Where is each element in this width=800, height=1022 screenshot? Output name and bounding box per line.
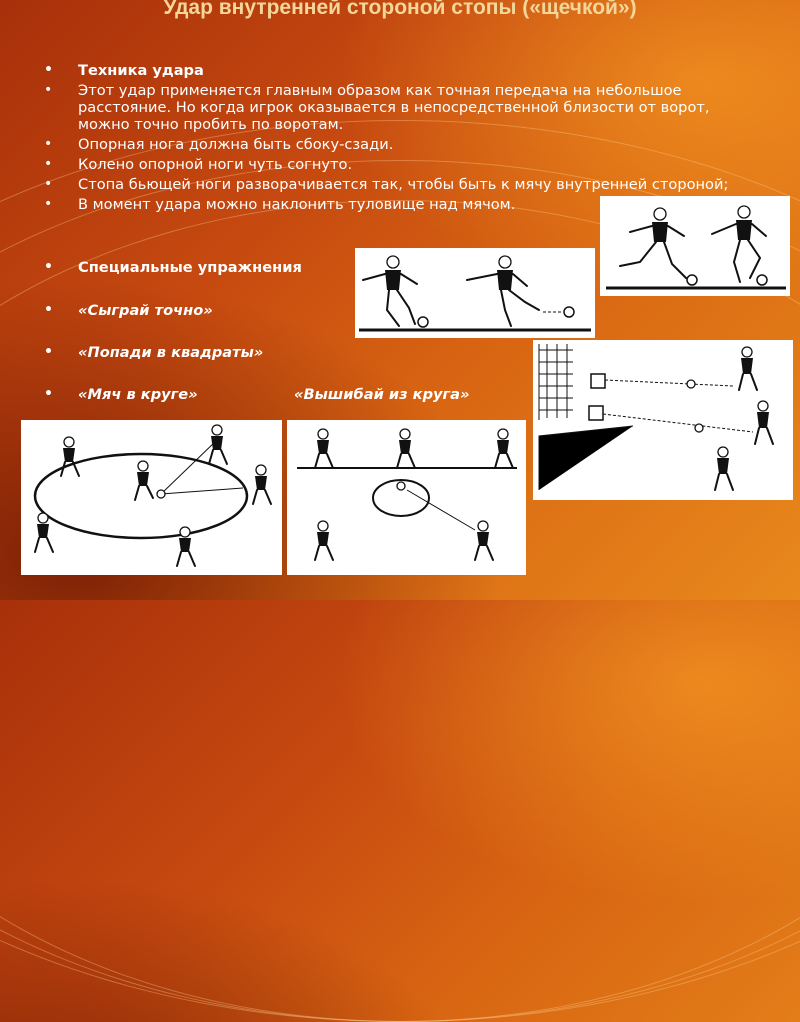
ball-in-circle-drill-illustration [21,420,282,575]
bullet-item [40,82,730,133]
bullet-text: В момент удара можно наклонить туловище над мячом. [78,196,516,213]
exercise-label: «Попади в квадраты» [78,344,264,361]
bullet-text: Колено опорной ноги чуть согнуто. [78,156,353,173]
bullet-dot: • [44,196,53,212]
bullet-text: Стопа бьющей ноги разворачивается так, чтобы быть к мячу внутренней стороной; [78,176,729,193]
bullet-item [40,176,730,193]
exercise-label: «Сыграй точно» [78,302,213,319]
slide-title: Удар внутренней стороной стопы («щечкой») [163,0,637,19]
bullet-text: Техника удара [78,62,204,79]
bullet-dot: • [44,156,53,172]
kick-sequence-illustration-middle [355,248,595,338]
bullet-item [40,136,730,153]
bullet-list [40,62,730,216]
bullet-item [40,62,730,79]
bullet-text: Опорная нога должна быть сбоку-сзади. [78,136,394,153]
exercise-label: «Мяч в круге» [78,386,198,403]
target-squares-drill-illustration [533,340,793,500]
exercise-label: «Вышибай из круга» [294,386,470,403]
bullet-dot: • [44,136,53,152]
bullet-dot: • [44,344,53,360]
bullet-dot: • [44,82,53,98]
kick-sequence-illustration-top [600,196,790,296]
player-figure [61,437,79,476]
bullet-dot: • [44,176,53,192]
bullet-text: Этот удар применяется главным образом как точная передача на небольшое расстояние. Но когда игрок оказывается в непосредственной близости от ворот, можно точно пробить по воротам. [78,82,710,133]
special-exercises-label: Специальные упражнения [78,259,302,276]
knock-out-of-circle-drill-illustration [287,420,526,575]
bullet-dot: • [44,259,53,275]
bullet-dot: • [44,62,53,78]
bullet-dot: • [44,302,53,318]
bullet-item [40,156,730,173]
bullet-dot: • [44,386,53,402]
